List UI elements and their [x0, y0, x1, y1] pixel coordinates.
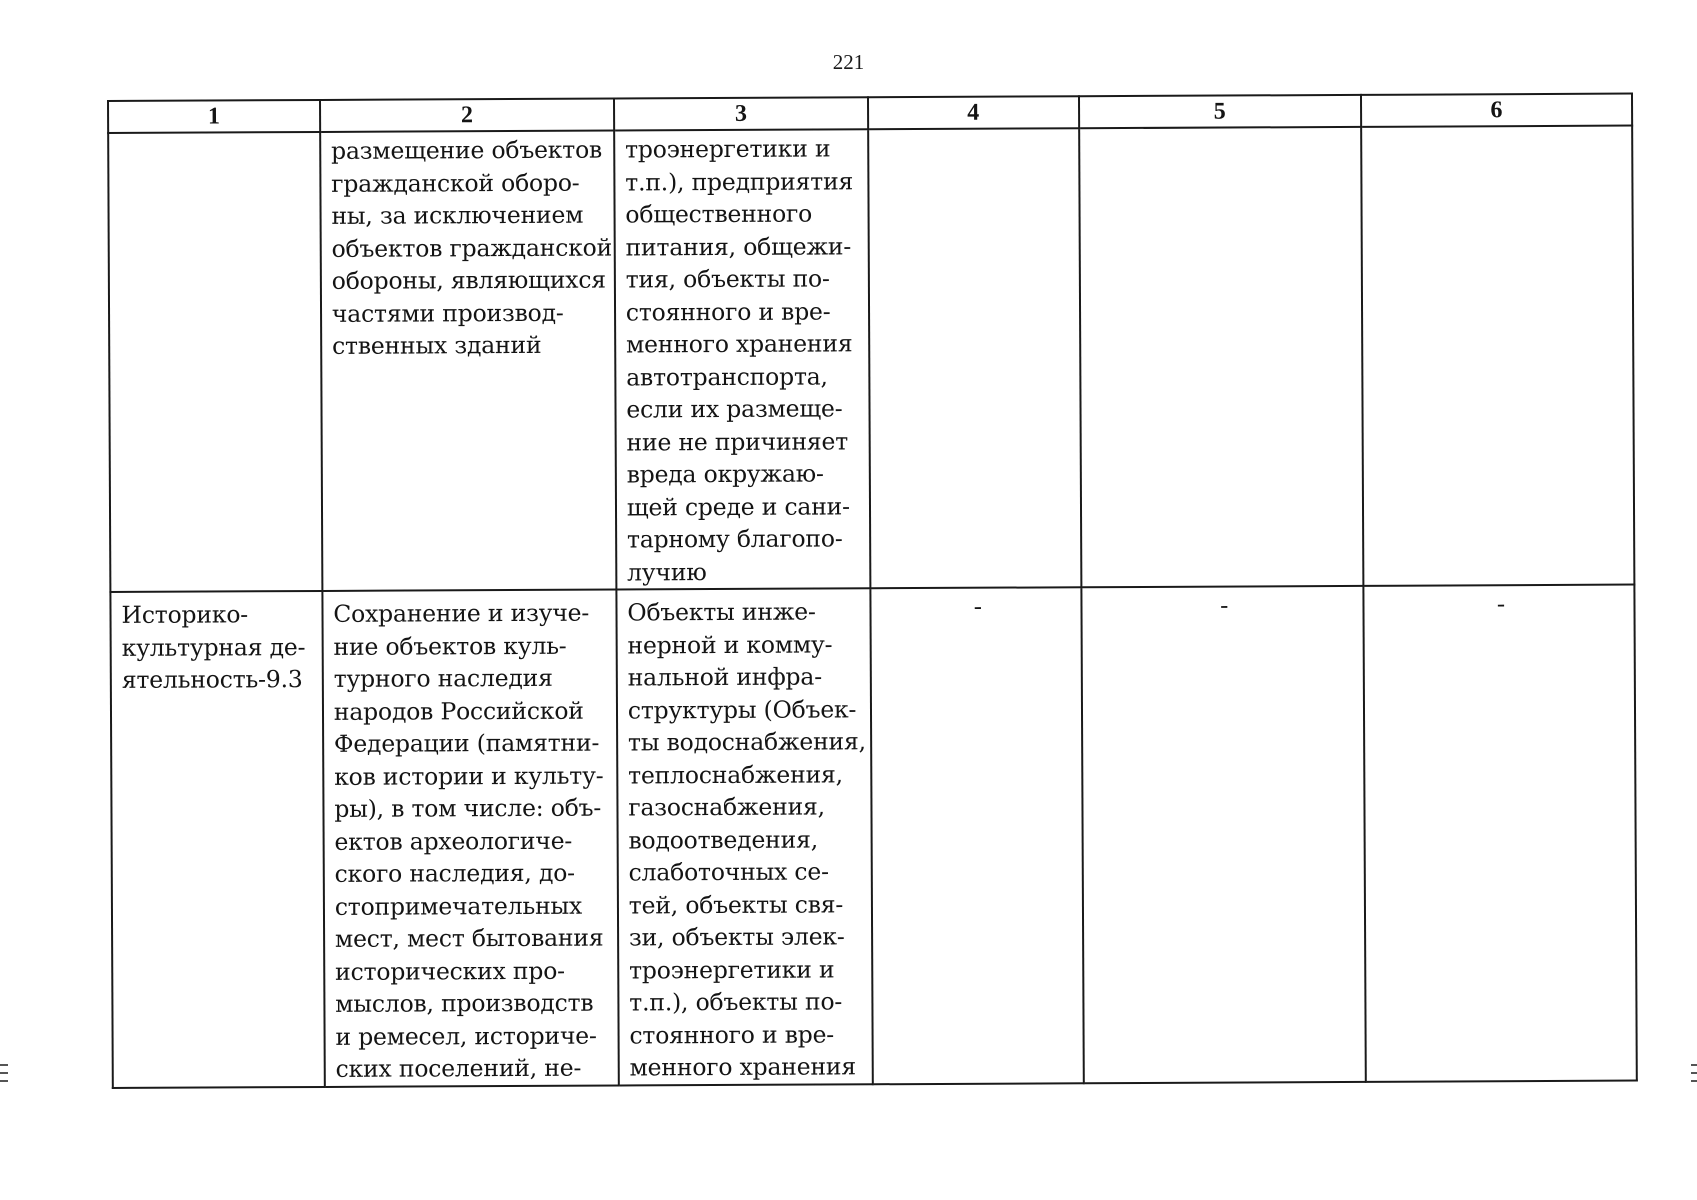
edge-mark — [0, 1064, 8, 1066]
cell-text — [1362, 127, 1631, 132]
table-cell-col5 — [1081, 586, 1366, 1083]
cell-text: - — [973, 593, 982, 620]
cell-text: троэнергетики и т.п.), предприятия общественного питания, общежи- тия, объекты по- стоянного и вре- менного хранения автотранспорта, если их размеще- ние не причиняет вреда окружаю- щей среде и сани- тарному благопо- лучию — [625, 134, 854, 586]
column-header-2: 2 — [320, 99, 614, 132]
cell-text: размещение объектов гражданской оборо- ны, за исключением объектов гражданской обороны, являющихся частями производ- ственных зданий — [331, 135, 613, 360]
table-cell-objects — [616, 588, 872, 1085]
land-use-table — [107, 93, 1638, 1089]
table-row — [110, 585, 1636, 1088]
cell-text — [1080, 128, 1360, 133]
table-cell-description — [322, 590, 618, 1087]
column-header-4: 4 — [868, 96, 1079, 129]
column-header-1: 1 — [108, 100, 320, 133]
page-number: 221 — [832, 50, 865, 74]
cell-text: Сохранение и изуче- ние объектов куль- турного наследия народов Российской Федерации (памятни- ков истории и культу- ры), в том числе: объ- ектов археологиче- ского наследия, до- стопримечательных мест, мест бытования исторических про- мыслов, производств и ремесел, историче- ских поселений, не- — [333, 598, 604, 1083]
cell-text: Историко- культурная де- ятельность-9.3 — [121, 600, 306, 694]
table-cell-col6 — [1363, 585, 1637, 1082]
table-cell-col6 — [1361, 126, 1635, 586]
edge-mark — [1691, 1072, 1697, 1074]
column-header-5: 5 — [1079, 95, 1361, 128]
column-header-6: 6 — [1361, 94, 1632, 127]
table-row — [108, 126, 1634, 592]
cell-text — [109, 133, 319, 136]
table-cell-use-type — [108, 132, 322, 592]
cell-text: Объекты инже- нерной и комму- нальной инфра- структуры (Объек- ты водоснабжения, теплоснабжения, газоснабжения, водоотведения, слаботочных се- тей, объекты свя- зи, объекты элек- троэнергетики и т.п.), объекты по- стоянного и вре- менного хранения — [627, 597, 866, 1082]
table-cell-use-type — [110, 591, 324, 1088]
edge-mark — [1691, 1080, 1697, 1082]
left-edge-marks — [0, 1064, 8, 1088]
right-edge-marks — [1691, 1064, 1697, 1088]
cell-text: - — [1220, 592, 1229, 619]
cell-text — [869, 129, 1078, 134]
edge-mark — [0, 1072, 8, 1074]
column-header-3: 3 — [614, 97, 868, 130]
table-cell-col4 — [870, 587, 1083, 1084]
table-cell-col5 — [1079, 127, 1363, 587]
cell-text: - — [1496, 591, 1505, 618]
table-cell-objects — [614, 129, 870, 589]
table-cell-description — [320, 131, 616, 591]
table-cell-col4 — [868, 128, 1081, 588]
edge-mark — [1691, 1064, 1697, 1066]
edge-mark — [0, 1080, 8, 1082]
